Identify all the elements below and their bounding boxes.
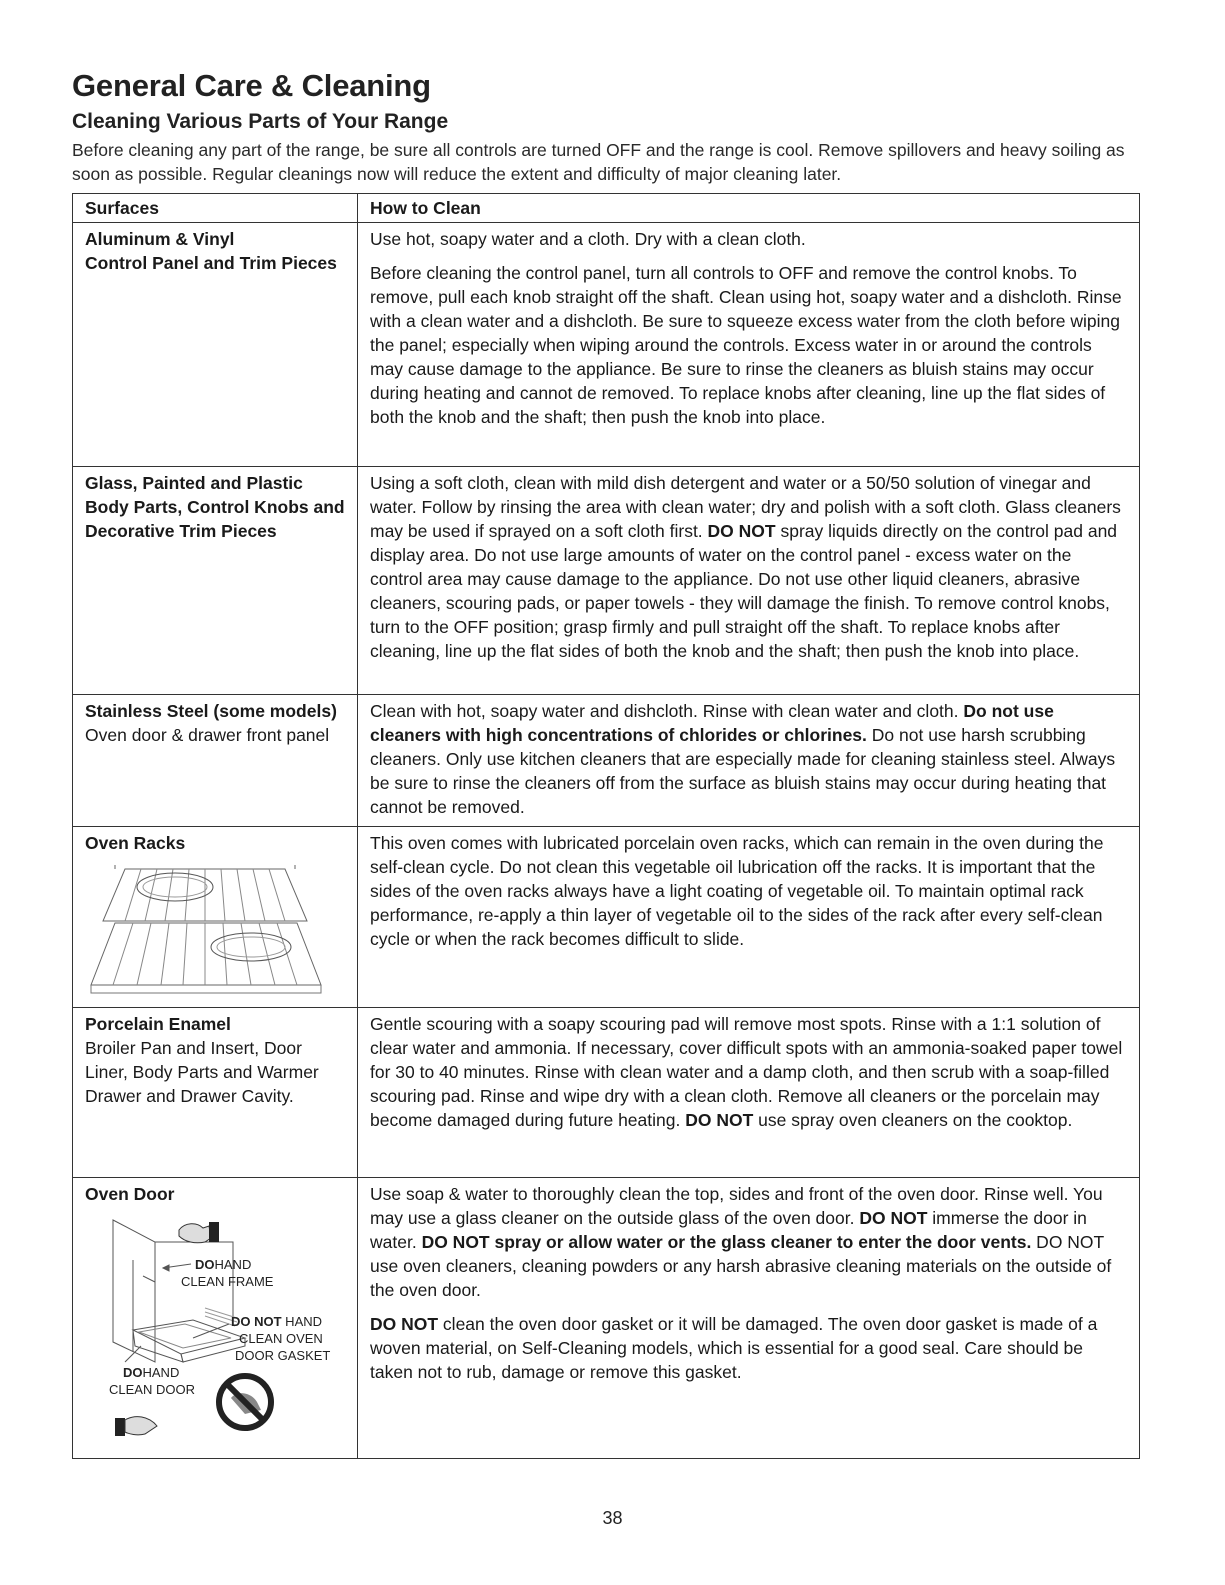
- table-header-row: [73, 194, 1140, 223]
- surface-subname: Oven door & drawer front panel: [85, 725, 330, 745]
- surface-name: Stainless Steel (some models): [85, 701, 337, 721]
- emphasis-text: DO NOT: [370, 1314, 439, 1334]
- oven-racks-illustration: [85, 861, 325, 1001]
- header-how-to-clean: How to Clean: [358, 194, 1140, 223]
- svg-text:DOHAND: [123, 1365, 179, 1380]
- instruction-paragraph: [370, 471, 1127, 663]
- surface-name: Oven Door: [85, 1184, 175, 1204]
- surface-cell: [73, 1178, 358, 1459]
- section-subtitle: Cleaning Various Parts of Your Range: [72, 110, 449, 133]
- instructions-cell: [358, 223, 1140, 467]
- diagram-label: HAND: [214, 1257, 252, 1272]
- page-number: 38: [602, 1508, 623, 1528]
- surface-cell: [73, 223, 358, 467]
- surface-cell: [73, 827, 358, 1008]
- diagram-label: CLEAN OVEN: [239, 1331, 323, 1346]
- oven-door-diagram: [85, 1212, 335, 1452]
- table-row: [73, 827, 1140, 1008]
- instructions-cell: [358, 827, 1140, 1008]
- text-run: DO NOT use oven cleaners, cleaning powders or any harsh abrasive cleaning materials on the outside of the oven door.: [370, 1232, 1112, 1300]
- emphasis-text: DO NOT: [707, 521, 776, 541]
- text-run: Using a soft cloth, clean with mild dish detergent and water or a 50/50 solution of vinegar and water. Follow by rinsing the area with clean water; dry and polish with a soft cloth. Glass cleaners may be used if sprayed on a soft cloth first.: [370, 473, 1121, 541]
- emphasis-text: DO NOT spray or allow water or the glass cleaner to enter the door vents.: [421, 1232, 1032, 1252]
- text-run: Clean with hot, soapy water and dishcloth. Rinse with clean water and cloth.: [370, 701, 964, 721]
- table-row: [73, 695, 1140, 827]
- surface-cell: [73, 467, 358, 695]
- intro-paragraph: Before cleaning any part of the range, be sure all controls are turned OFF and the range is cool. Remove spillovers and heavy soiling as soon as possible. Regular cleanings now will reduce the extent and difficulty of major cleaning later.: [72, 140, 1125, 184]
- diagram-label: DO: [123, 1365, 143, 1380]
- table-row: [73, 223, 1140, 467]
- diagram-label: DO: [195, 1257, 215, 1272]
- diagram-label: HAND: [142, 1365, 180, 1380]
- diagram-label: HAND: [281, 1314, 323, 1329]
- page-title: General Care & Cleaning: [72, 68, 431, 103]
- surface-cell: [73, 1008, 358, 1178]
- text-run: Use soap & water to thoroughly clean the top, sides and front of the oven door. Rinse well. You may use a glass cleaner on the outside glass of the oven door.: [370, 1184, 1103, 1228]
- text-run: spray liquids directly on the control pad and display area. Do not use large amounts of water on the control panel - excess water on the control area may cause damage to the appliance. Do not use other liquid cleaners, abrasive cleaners, scouring pads, or paper towels - they will damage the finish. To remove control knobs, turn to the OFF position; grasp firmly and pull straight off the shaft. To replace knobs after cleaning, line up the flat sides of both the knob and the shaft; then push the knob into place.: [370, 521, 1118, 661]
- instructions-cell: [358, 695, 1140, 827]
- text-run: use spray oven cleaners on the cooktop.: [753, 1110, 1073, 1130]
- surface-cell: [73, 695, 358, 827]
- text-run: immerse the door in water.: [370, 1208, 1087, 1252]
- instruction-paragraph: [370, 1312, 1127, 1384]
- instructions-cell: [358, 1178, 1140, 1459]
- cleaning-table: [72, 193, 1140, 1459]
- emphasis-text: DO NOT: [859, 1208, 928, 1228]
- surface-name: Porcelain Enamel: [85, 1014, 231, 1034]
- instruction-paragraph: This oven comes with lubricated porcelain oven racks, which can remain in the oven during the self-clean cycle. Do not clean this vegetable oil lubrication off the racks. It is important that the sides of the oven racks always have a light coating of vegetable oil. To maintain optimal rack performance, re-apply a thin layer of vegetable oil to the sides of the rack after every self-clean cycle or when the rack becomes difficult to slide.: [370, 833, 1104, 949]
- instructions-cell: [358, 1008, 1140, 1178]
- instruction-paragraph: [370, 1182, 1127, 1302]
- hand-icon: [179, 1222, 219, 1243]
- diagram-label: DOOR GASKET: [235, 1348, 331, 1363]
- text-run: clean the oven door gasket or it will be damaged. The oven door gasket is made of a woven material, on Self-Cleaning models, which is essential for a good seal. Care should be taken not to rub, damage or remove this gasket.: [370, 1314, 1098, 1382]
- text-run: Do not use harsh scrubbing cleaners. Only use kitchen cleaners that are especially made for cleaning stainless steel. Always be sure to rinse the cleaners off from the surface as bluish stains may occur during heating that cannot be removed.: [370, 725, 1116, 817]
- instruction-paragraph: Before cleaning the control panel, turn all controls to OFF and remove the control knobs. To remove, pull each knob straight off the shaft. Clean using hot, soapy water and a dishcloth. Rinse with a clean water and a dishcloth. Be sure to squeeze excess water from the cloth before wiping the panel; especially when wiping around the controls. Excess water in or around the controls may cause damage to the appliance. Be sure to rinse the cleaners as bluish stains may occur during heating and cannot de removed. To replace knobs after cleaning, line up the flat sides of both the knob and the shaft; then push the knob into place.: [370, 263, 1122, 427]
- instructions-cell: [358, 467, 1140, 695]
- prohibited-icon: [219, 1376, 271, 1428]
- svg-text:DO NOT HAND: [231, 1314, 322, 1329]
- header-surfaces: Surfaces: [73, 194, 358, 223]
- emphasis-text: DO NOT: [685, 1110, 754, 1130]
- table-row: [73, 1178, 1140, 1459]
- hand-icon: [115, 1417, 157, 1436]
- instruction-paragraph: [370, 699, 1127, 819]
- diagram-label: DO NOT: [231, 1314, 282, 1329]
- emphasis-text: Do not use cleaners with high concentrations of chlorides or chlorines.: [370, 701, 1054, 745]
- table-row: [73, 1008, 1140, 1178]
- instruction-paragraph: Use hot, soapy water and a cloth. Dry with a clean cloth.: [370, 229, 806, 249]
- diagram-label: CLEAN FRAME: [181, 1274, 274, 1289]
- page-content: [72, 66, 1140, 1459]
- table-row: [73, 467, 1140, 695]
- surface-name: Glass, Painted and Plastic Body Parts, Control Knobs and Decorative Trim Pieces: [85, 473, 345, 541]
- diagram-label: CLEAN DOOR: [109, 1382, 195, 1397]
- svg-text:DOHAND: [195, 1257, 251, 1272]
- surface-subname: Control Panel and Trim Pieces: [85, 253, 337, 273]
- surface-name: Oven Racks: [85, 833, 186, 853]
- instruction-paragraph: [370, 1012, 1127, 1132]
- surface-subname: Broiler Pan and Insert, Door Liner, Body Parts and Warmer Drawer and Drawer Cavity.: [85, 1038, 319, 1106]
- surface-name: Aluminum & Vinyl: [85, 229, 235, 249]
- text-run: Gentle scouring with a soapy scouring pad will remove most spots. Rinse with a 1:1 solution of clear water and ammonia. If necessary, cover difficult spots with an ammonia-soaked paper towel for 30 to 40 minutes. Rinse with clean water and a damp cloth, and then scrub with a soap-filled scouring pad. Rinse and wipe dry with a clean cloth. Remove all cleaners or the porcelain may become damaged during future heating.: [370, 1014, 1123, 1130]
